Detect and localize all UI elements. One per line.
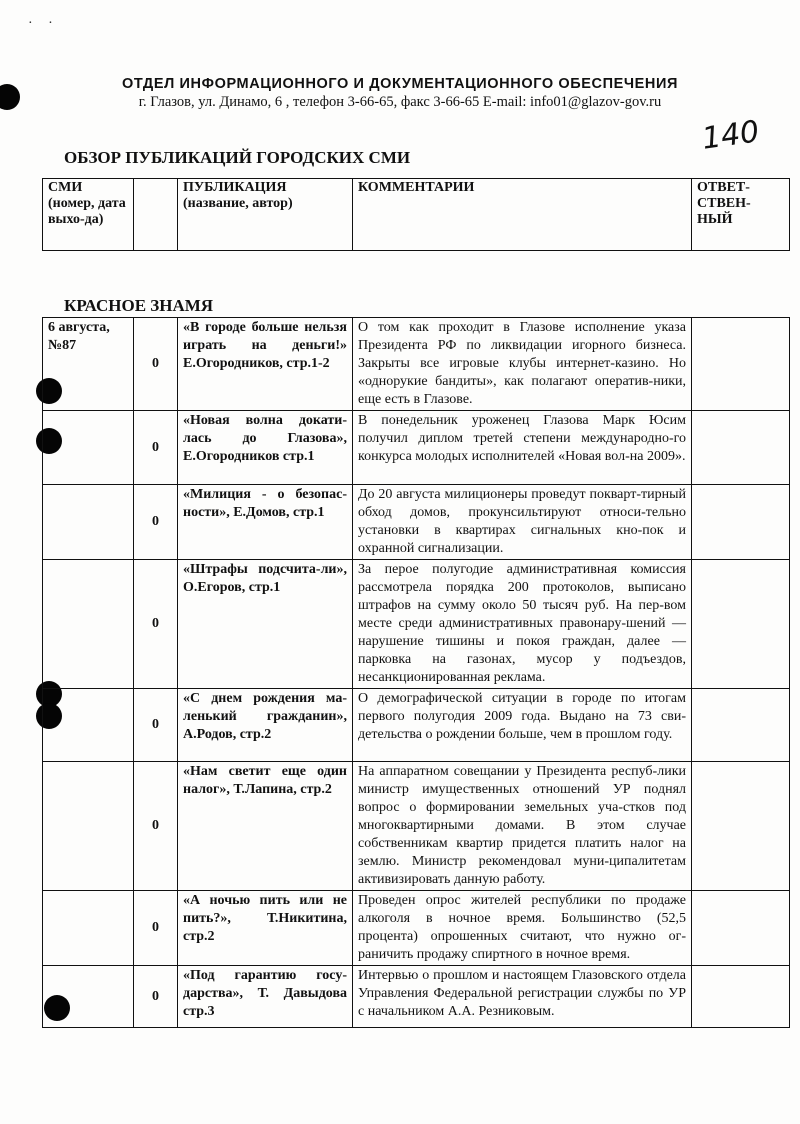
row-date [43, 411, 134, 485]
row-date [43, 891, 134, 966]
row-publication: «Нам светит еще один налог», Т.Лапина, стр.2 [178, 762, 353, 891]
row-responsible [692, 689, 790, 762]
table-row [43, 891, 790, 966]
document-title: ОБЗОР ПУБЛИКАЦИЙ ГОРОДСКИХ СМИ [64, 148, 411, 167]
row-publication: «В городе больше нельзя играть на деньги!» Е.Огородников, стр.1-2 [178, 318, 353, 411]
header-publication: ПУБЛИКАЦИЯ (название, автор) [178, 179, 353, 251]
row-score: 0 [134, 485, 178, 560]
table-row [43, 966, 790, 1028]
row-score: 0 [134, 318, 178, 411]
row-score: 0 [134, 411, 178, 485]
table-row [43, 318, 790, 411]
row-publication: «С днем рождения ма-ленький гражданин», А.Родов, стр.2 [178, 689, 353, 762]
row-publication: «Новая волна докати-лась до Глазова», Е.Огородников стр.1 [178, 411, 353, 485]
row-comment: На аппаратном совещании у Президента респуб-лики министр имущественных отношений УР поднял вопрос о формировании земельных уча-стков под многоквартирными домами. В этом случае собственникам квартир придется платить налог на землю. Министр рекомендовал муни-ципалитетам активизировать данную работу. [353, 762, 692, 891]
row-comment: В понедельник уроженец Глазова Марк Юсим получил диплом третей степени международно-го конкурса молодых исполнителей «Новая вол-на 2009». [353, 411, 692, 485]
header-smi: СМИ (номер, дата выхо-да) [43, 179, 134, 251]
row-comment: Проведен опрос жителей республики по продаже алкоголя в ночное время. Большинство (52,5 процента) опрошенных считают, что нужно ог-раничить продажу спиртного в ночное время. [353, 891, 692, 966]
row-score: 0 [134, 966, 178, 1028]
row-responsible [692, 485, 790, 560]
row-responsible [692, 560, 790, 689]
table-row [43, 560, 790, 689]
row-score: 0 [134, 762, 178, 891]
header-table [42, 178, 790, 251]
row-comment: За перое полугодие административная комиссия рассмотрела порядка 200 протоколов, выписано штрафов на сумму около 50 тысяч руб. На пер-вом месте среди административных правонару-шений — нарушение тишины и покоя граждан, далее — парковка на газонах, мусор у подъездов, несанкционированная реклама. [353, 560, 692, 689]
row-date [43, 966, 134, 1028]
scan-marks: · · [28, 16, 59, 31]
header-score [134, 179, 178, 251]
row-comment: До 20 августа милиционеры проведут покварт-тирный обход домов, прокунсильтируют относи-тельно установки в квартирах сигнальных кно-пок и охранной сигнализации. [353, 485, 692, 560]
table-row [43, 762, 790, 891]
row-publication: «Штрафы подсчита-ли», О.Егоров, стр.1 [178, 560, 353, 689]
row-score: 0 [134, 689, 178, 762]
row-responsible [692, 762, 790, 891]
page-number: 140 [699, 114, 762, 157]
row-comment: О демографической ситуации в городе по итогам первого полугодия 2009 года. Выдано на 73 сви-детельства о рождении больше, чем в прошлом году. [353, 689, 692, 762]
table-row [43, 485, 790, 560]
row-publication: «А ночью пить или не пить?», Т.Никитина, стр.2 [178, 891, 353, 966]
header-comments: КОММЕНТАРИИ [353, 179, 692, 251]
header-responsible: ОТВЕТ-СТВЕН-НЫЙ [692, 179, 790, 251]
row-comment: Интервью о прошлом и настоящем Глазовского отдела Управления Федеральной регистрации службы по УР с начальником А.А. Резниковым. [353, 966, 692, 1028]
row-score: 0 [134, 891, 178, 966]
row-responsible [692, 411, 790, 485]
row-date [43, 762, 134, 891]
row-date [43, 689, 134, 762]
row-responsible [692, 318, 790, 411]
row-responsible [692, 891, 790, 966]
row-publication: «Милиция - о безопас-ности», Е.Домов, стр.1 [178, 485, 353, 560]
letterhead-org: ОТДЕЛ ИНФОРМАЦИОННОГО И ДОКУМЕНТАЦИОННОГО ОБЕСПЕЧЕНИЯ [121, 76, 679, 92]
row-date [43, 560, 134, 689]
section-title: КРАСНОЕ ЗНАМЯ [64, 296, 214, 315]
row-comment: О том как проходит в Глазове исполнение указа Президента РФ по ликвидации игорного бизнеса. Закрыты все игровые клубы интернет-казино. Но «однорукие бандиты», как полагают оператив-ники, еще есть в Глазове. [353, 318, 692, 411]
row-date: 6 августа, №87 [43, 318, 134, 411]
publications-table [42, 317, 790, 1028]
table-row [43, 411, 790, 485]
row-date [43, 485, 134, 560]
header-row [43, 179, 790, 251]
letterhead-address: г. Глазов, ул. Динамо, 6 , телефон 3-66-65, факс 3-66-65 E-mail: info01@glazov-gov.ru [138, 94, 662, 110]
table-row [43, 689, 790, 762]
row-publication: «Под гарантию госу-дарства», Т. Давыдова стр.3 [178, 966, 353, 1028]
row-score: 0 [134, 560, 178, 689]
row-responsible [692, 966, 790, 1028]
